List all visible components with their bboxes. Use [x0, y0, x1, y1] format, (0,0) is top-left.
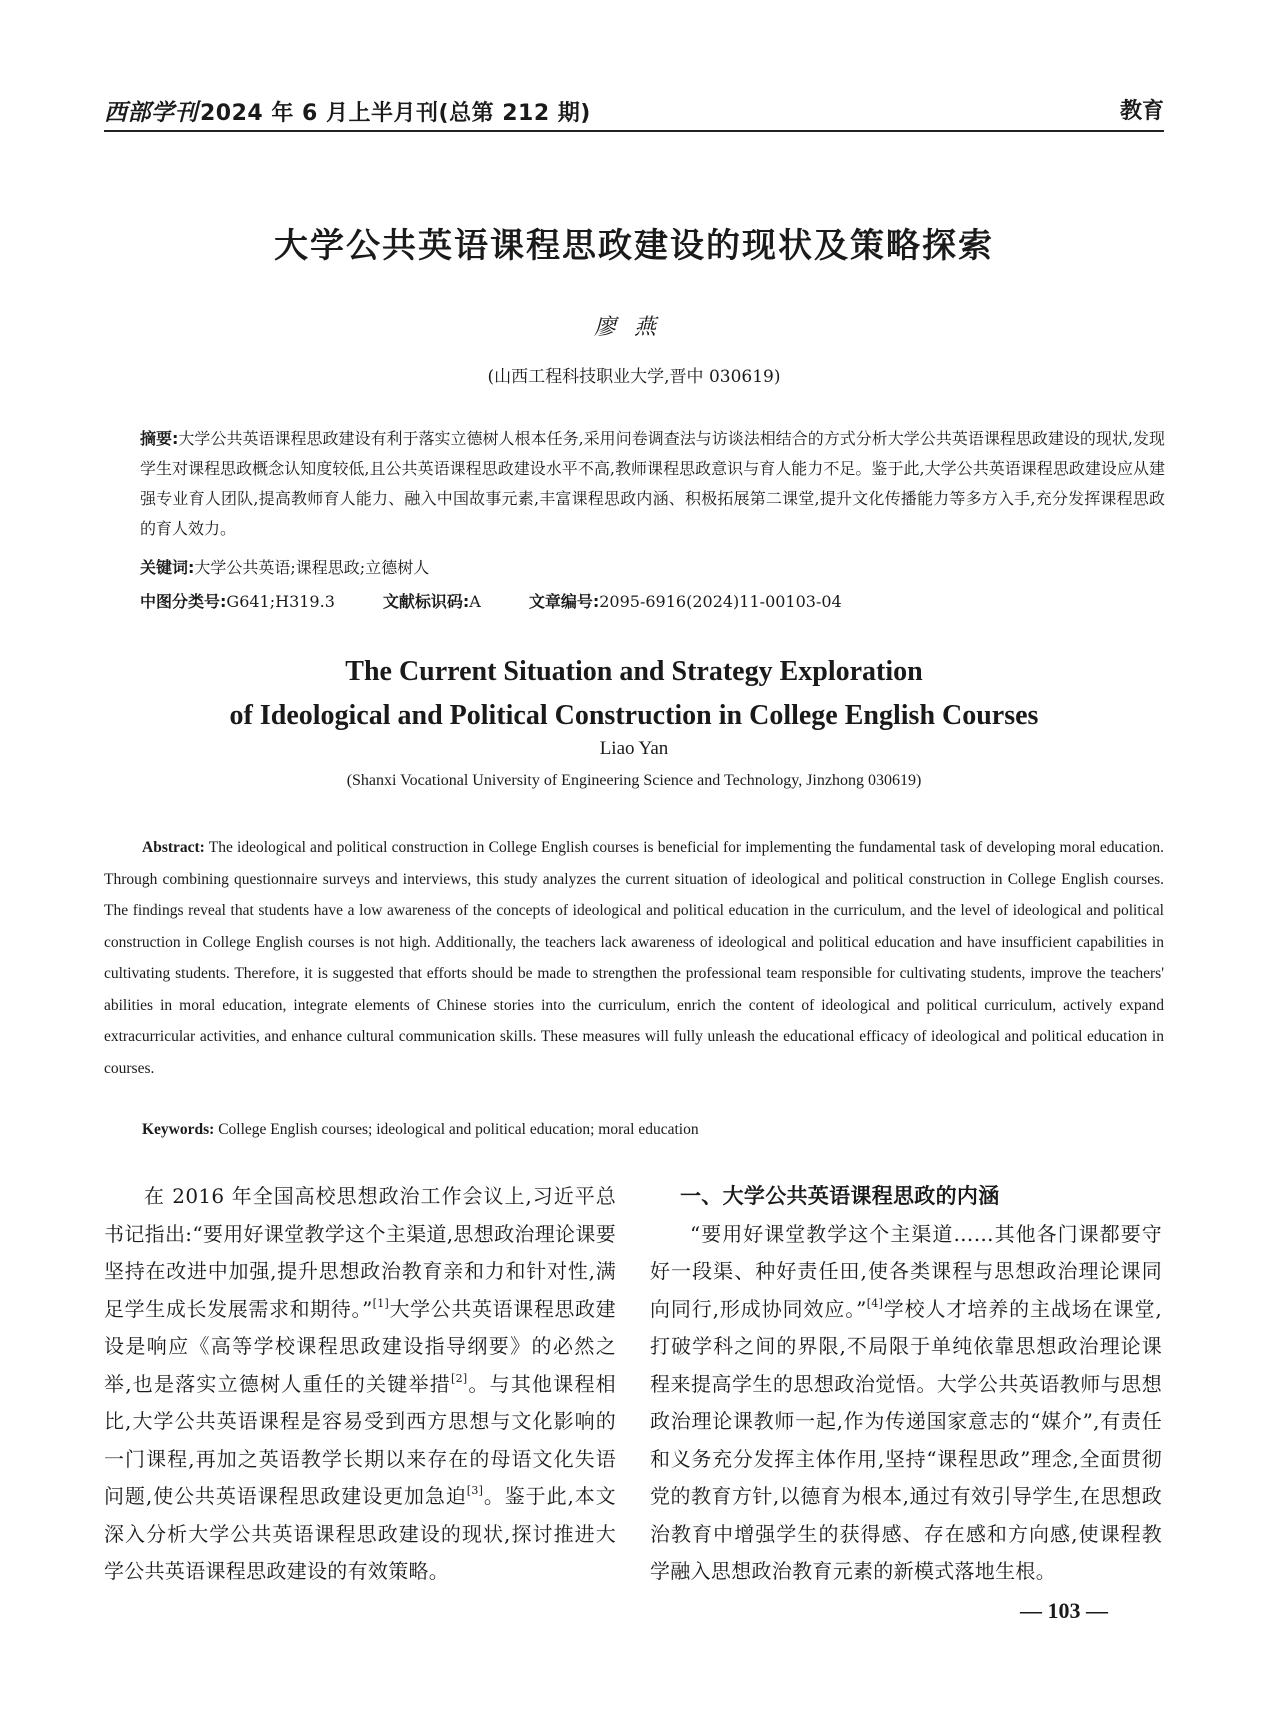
- doc-code-value: A: [469, 592, 481, 611]
- header-journal: [104, 94, 591, 127]
- keywords-en: [142, 1121, 699, 1139]
- body-column-right: [650, 1178, 1162, 1591]
- section-heading: 一、大学公共英语课程思政的内涵: [680, 1184, 1000, 1208]
- keywords-cn-label: 关键词:: [140, 558, 195, 577]
- keywords-cn-text: 大学公共英语;课程思政;立德树人: [194, 558, 430, 577]
- title-en-line1: The Current Situation and Strategy Exploration: [345, 656, 923, 687]
- intro-text-4: 。鉴于此,本文深入分析大学公共英语课程思政建设的现状,探讨推进大学公共英语课程思政建设的有效策略。: [104, 1484, 616, 1583]
- section-paragraph: [650, 1216, 1162, 1591]
- affiliation-cn: (山西工程科技职业大学,晋中 030619): [487, 367, 781, 387]
- affiliation-en: (Shanxi Vocational University of Engineering Science and Technology, Jinzhong 030619): [346, 772, 922, 789]
- section-text-2: 学校人才培养的主战场在课堂,打破学科之间的界限,不局限于单纯依靠思想政治理论课程来提高学生的思想政治觉悟。大学公共英语教师与思想政治理论课教师一起,作为传递国家意志的“媒介”,有责任和义务充分发挥主体作用,坚持“课程思政”理念,全面贯彻党的教育方针,以德育为根本,通过有效引导学生,在思想政治教育中增强学生的获得感、存在感和方向感,使课程教学融入思想政治教育元素的新模式落地生根。: [650, 1296, 1162, 1583]
- citation-1: [1]: [372, 1296, 390, 1310]
- title-cn: 大学公共英语课程思政建设的现状及策略探索: [274, 226, 994, 266]
- running-header: [104, 84, 1164, 128]
- body-column-left: [104, 1178, 616, 1591]
- section-text-1: “要用好课堂教学这个主渠道……其他各门课都要守好一段渠、种好责任田,使各类课程与思想政治理论课同向同行,形成协同效应。”: [650, 1221, 1162, 1321]
- intro-text-1: 在 2016 年全国高校思想政治工作会议上,习近平总书记指出:“要用好课堂教学这个主渠道,思想政治理论课要坚持在改进中加强,提升思想政治教育亲和力和针对性,满足学生成长发展需求和期待。”: [104, 1184, 616, 1321]
- classification-line: [140, 589, 842, 612]
- clc-label: 中图分类号:: [140, 592, 227, 611]
- abstract-en: [104, 832, 1164, 1084]
- author-cn: 廖燕: [593, 315, 674, 340]
- article-no-label: 文章编号:: [528, 592, 600, 611]
- issue-info: 2024 年 6 月上半月刊(总第 212 期): [200, 101, 591, 126]
- clc-value: G641;H319.3: [226, 592, 335, 611]
- header-rule: [104, 130, 1164, 132]
- keywords-en-text: College English courses; ideological and political education; moral education: [218, 1121, 699, 1138]
- section-label: 教育: [1119, 99, 1164, 124]
- citation-2: [2]: [451, 1371, 468, 1385]
- abstract-cn-label: 摘要:: [140, 429, 179, 448]
- journal-logo: 西部学刊: [104, 99, 198, 126]
- page-number: — 103 —: [1020, 1598, 1108, 1623]
- abstract-cn: [140, 424, 1165, 544]
- abstract-en-text: The ideological and political construction in College English courses is beneficial for implementing the fundamental task of developing moral education. Through combining questionnaire surveys and interviews, this study analyzes the current situation of ideological and political construction in College English courses. The findings reveal that students have a low awareness of the concepts of ideological and political education in the curriculum, and the level of ideological and political construction in College English courses is not high. Additionally, the teachers lack awareness of ideological and political education and have insufficient capabilities in cultivating students. Therefore, it is suggested that efforts should be made to strengthen the professional team responsible for cultivating students, improve the teachers' abilities in moral education, integrate elements of Chinese stories into the curriculum, enrich the content of ideological and political curriculum, actively expand extracurricular activities, and enhance cultural communication skills. These measures will fully unleash the educational efficacy of ideological and political education in courses.: [104, 839, 1164, 1077]
- citation-3: [3]: [466, 1484, 484, 1497]
- article-no-value: 2095-6916(2024)11-00103-04: [599, 592, 842, 611]
- title-en: [0, 650, 1268, 738]
- keywords-cn: [140, 555, 429, 578]
- keywords-en-label: Keywords:: [142, 1121, 215, 1138]
- title-en-line2: of Ideological and Political Construction in College English Courses: [229, 700, 1039, 731]
- doc-code-label: 文献标识码:: [382, 592, 470, 611]
- abstract-en-label: Abstract:: [142, 839, 205, 856]
- citation-4: [4]: [866, 1296, 884, 1310]
- intro-text-2: 大学公共英语课程思政建设是响应《高等学校课程思政建设指导纲要》的必然之举,也是落实立德树人重任的关键举措: [104, 1296, 616, 1396]
- intro-text-3: 。与其他课程相比,大学公共英语课程是容易受到西方思想与文化影响的一门课程,再加之英语教学长期以来存在的母语文化失语问题,使公共英语课程思政建设更加急迫: [104, 1371, 616, 1508]
- author-en: Liao Yan: [599, 738, 669, 759]
- abstract-cn-text: 大学公共英语课程思政建设有利于落实立德树人根本任务,采用问卷调查法与访谈法相结合的方式分析大学公共英语课程思政建设的现状,发现学生对课程思政概念认知度较低,且公共英语课程思政建设水平不高,教师课程思政意识与育人能力不足。鉴于此,大学公共英语课程思政建设应从建强专业育人团队,提高教师育人能力、融入中国故事元素,丰富课程思政内涵、积极拓展第二课堂,提升文化传播能力等多方入手,充分发挥课程思政的育人效力。: [140, 429, 1165, 538]
